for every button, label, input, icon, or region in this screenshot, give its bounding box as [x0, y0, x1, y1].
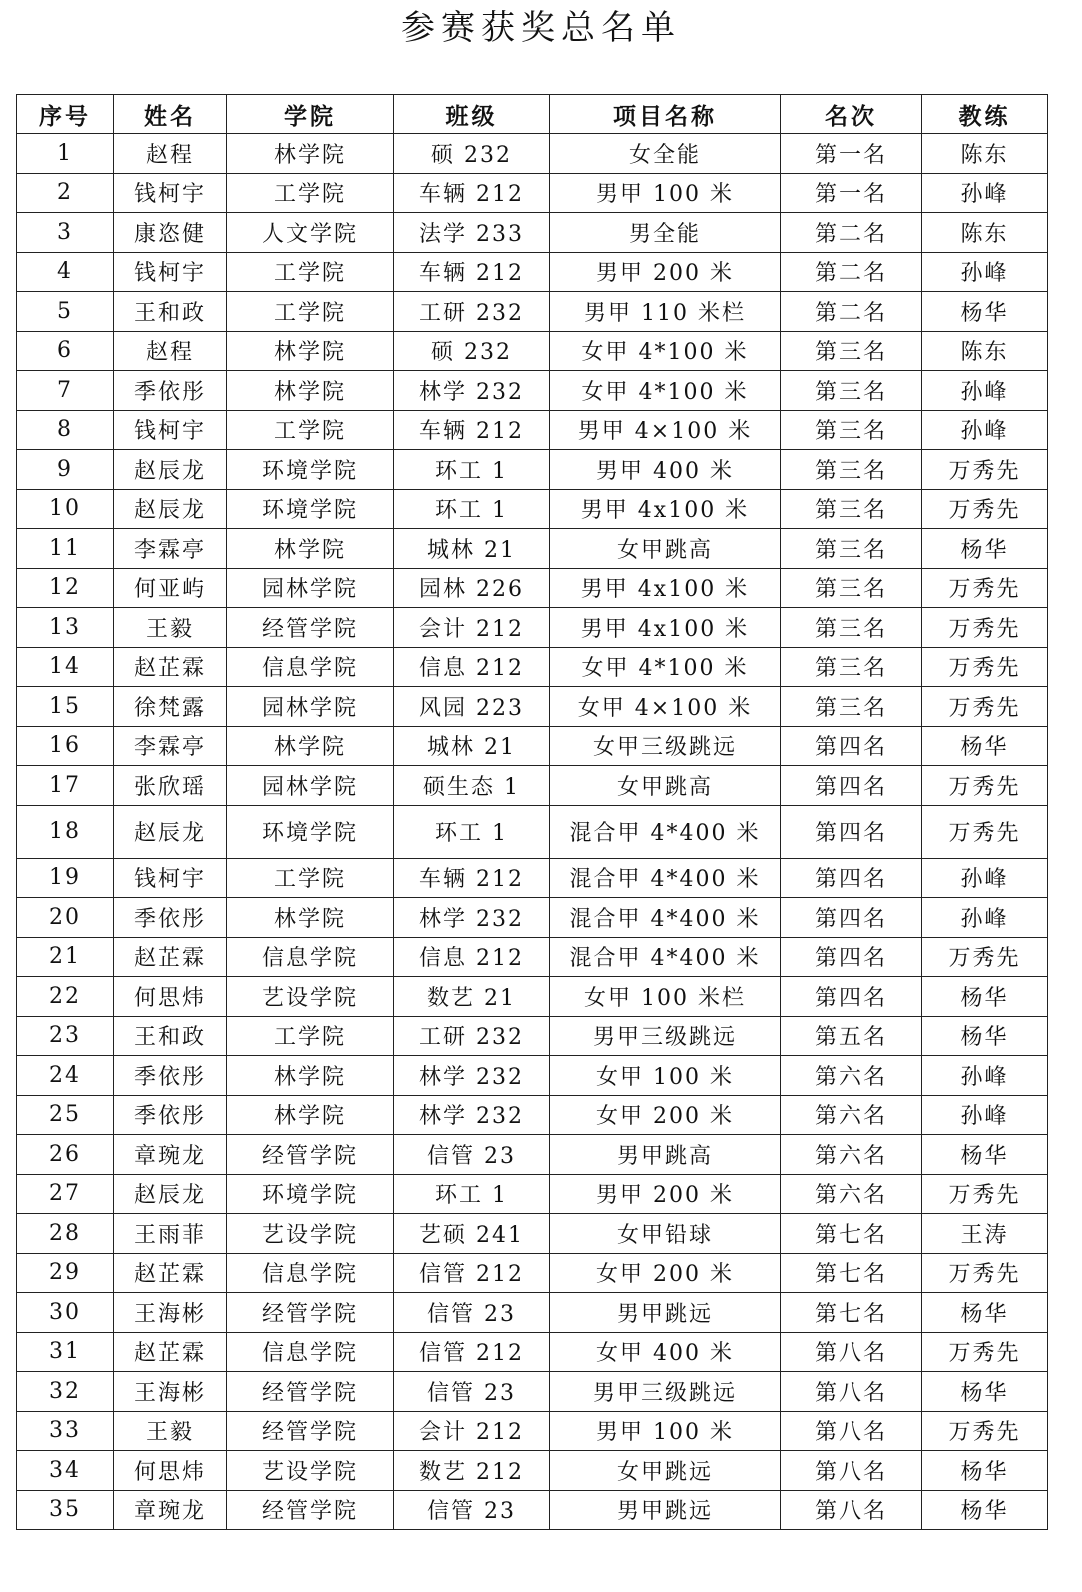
cell-name: 赵辰龙	[114, 489, 227, 529]
cell-coach: 万秀先	[922, 687, 1048, 727]
cell-name: 赵程	[114, 134, 227, 174]
table-row	[17, 134, 1048, 174]
cell-name: 王海彬	[114, 1293, 227, 1333]
cell-index: 8	[17, 410, 114, 450]
cell-event: 女甲 400 米	[550, 1332, 781, 1372]
column-header-event: 项目名称	[550, 95, 781, 134]
cell-college: 工学院	[227, 173, 394, 213]
cell-name: 赵芷霖	[114, 937, 227, 977]
cell-event: 女甲 4×100 米	[550, 687, 781, 727]
cell-index: 27	[17, 1174, 114, 1214]
cell-college: 经管学院	[227, 1490, 394, 1530]
cell-index: 12	[17, 568, 114, 608]
cell-name: 赵程	[114, 331, 227, 371]
cell-class: 会计 212	[394, 1411, 550, 1451]
cell-class: 环工 1	[394, 450, 550, 490]
cell-coach: 万秀先	[922, 766, 1048, 806]
cell-coach: 杨华	[922, 1451, 1048, 1491]
cell-college: 林学院	[227, 1095, 394, 1135]
table-row	[17, 977, 1048, 1017]
cell-class: 林学 232	[394, 1056, 550, 1096]
cell-college: 经管学院	[227, 1293, 394, 1333]
cell-college: 工学院	[227, 410, 394, 450]
cell-college: 环境学院	[227, 1174, 394, 1214]
cell-index: 6	[17, 331, 114, 371]
table-row	[17, 1214, 1048, 1254]
column-header-name: 姓名	[114, 95, 227, 134]
cell-coach: 杨华	[922, 1016, 1048, 1056]
cell-event: 男甲 4x100 米	[550, 568, 781, 608]
cell-name: 季依彤	[114, 1056, 227, 1096]
cell-coach: 杨华	[922, 1135, 1048, 1175]
cell-event: 男甲三级跳远	[550, 1372, 781, 1412]
cell-coach: 万秀先	[922, 1174, 1048, 1214]
cell-rank: 第八名	[781, 1451, 922, 1491]
cell-rank: 第一名	[781, 134, 922, 174]
cell-event: 男甲跳远	[550, 1490, 781, 1530]
cell-name: 赵辰龙	[114, 1174, 227, 1214]
cell-event: 女甲三级跳远	[550, 726, 781, 766]
cell-coach: 万秀先	[922, 1253, 1048, 1293]
cell-class: 工研 232	[394, 292, 550, 332]
cell-index: 18	[17, 805, 114, 858]
cell-coach: 万秀先	[922, 568, 1048, 608]
cell-class: 车辆 212	[394, 252, 550, 292]
cell-class: 硕 232	[394, 331, 550, 371]
cell-class: 车辆 212	[394, 410, 550, 450]
cell-coach: 杨华	[922, 1372, 1048, 1412]
table-row	[17, 805, 1048, 858]
table-row	[17, 687, 1048, 727]
cell-college: 园林学院	[227, 687, 394, 727]
cell-index: 4	[17, 252, 114, 292]
cell-event: 混合甲 4*400 米	[550, 937, 781, 977]
cell-coach: 王涛	[922, 1214, 1048, 1254]
cell-rank: 第三名	[781, 450, 922, 490]
cell-event: 女甲 4*100 米	[550, 371, 781, 411]
cell-coach: 万秀先	[922, 450, 1048, 490]
cell-name: 钱柯宇	[114, 252, 227, 292]
cell-college: 林学院	[227, 1056, 394, 1096]
cell-college: 工学院	[227, 1016, 394, 1056]
cell-name: 何思炜	[114, 977, 227, 1017]
table-row	[17, 213, 1048, 253]
cell-class: 法学 233	[394, 213, 550, 253]
cell-rank: 第三名	[781, 647, 922, 687]
table-row	[17, 410, 1048, 450]
cell-class: 信管 23	[394, 1135, 550, 1175]
cell-rank: 第七名	[781, 1214, 922, 1254]
cell-name: 章琬龙	[114, 1490, 227, 1530]
cell-class: 数艺 21	[394, 977, 550, 1017]
table-row	[17, 1490, 1048, 1530]
cell-name: 何思炜	[114, 1451, 227, 1491]
cell-college: 艺设学院	[227, 1451, 394, 1491]
cell-event: 女甲 100 米	[550, 1056, 781, 1096]
document-title: 参赛获奖总名单	[401, 8, 681, 48]
cell-coach: 杨华	[922, 529, 1048, 569]
cell-coach: 孙峰	[922, 173, 1048, 213]
cell-coach: 万秀先	[922, 647, 1048, 687]
cell-index: 23	[17, 1016, 114, 1056]
cell-college: 园林学院	[227, 568, 394, 608]
cell-rank: 第八名	[781, 1372, 922, 1412]
cell-index: 15	[17, 687, 114, 727]
cell-index: 33	[17, 1411, 114, 1451]
cell-rank: 第四名	[781, 766, 922, 806]
cell-coach: 万秀先	[922, 489, 1048, 529]
cell-college: 工学院	[227, 252, 394, 292]
cell-rank: 第七名	[781, 1253, 922, 1293]
table-header-row	[17, 95, 1048, 134]
cell-name: 徐梵露	[114, 687, 227, 727]
cell-class: 信管 212	[394, 1253, 550, 1293]
cell-college: 工学院	[227, 292, 394, 332]
cell-rank: 第三名	[781, 371, 922, 411]
column-header-rank: 名次	[781, 95, 922, 134]
cell-college: 信息学院	[227, 1253, 394, 1293]
table-row	[17, 489, 1048, 529]
cell-class: 信管 212	[394, 1332, 550, 1372]
cell-index: 16	[17, 726, 114, 766]
cell-college: 人文学院	[227, 213, 394, 253]
table-row	[17, 371, 1048, 411]
cell-class: 城林 21	[394, 529, 550, 569]
cell-name: 季依彤	[114, 371, 227, 411]
cell-coach: 陈东	[922, 331, 1048, 371]
table-row	[17, 726, 1048, 766]
cell-event: 女甲 4*100 米	[550, 331, 781, 371]
table-row	[17, 252, 1048, 292]
cell-class: 信管 23	[394, 1372, 550, 1412]
cell-coach: 万秀先	[922, 937, 1048, 977]
cell-class: 风园 223	[394, 687, 550, 727]
cell-class: 硕 232	[394, 134, 550, 174]
cell-college: 林学院	[227, 371, 394, 411]
cell-name: 钱柯宇	[114, 858, 227, 898]
cell-coach: 孙峰	[922, 1095, 1048, 1135]
cell-name: 王毅	[114, 1411, 227, 1451]
cell-class: 车辆 212	[394, 858, 550, 898]
cell-class: 信息 212	[394, 647, 550, 687]
cell-coach: 万秀先	[922, 1332, 1048, 1372]
cell-coach: 孙峰	[922, 858, 1048, 898]
cell-college: 工学院	[227, 858, 394, 898]
cell-class: 会计 212	[394, 608, 550, 648]
cell-college: 林学院	[227, 898, 394, 938]
table-row	[17, 1135, 1048, 1175]
cell-class: 环工 1	[394, 489, 550, 529]
cell-class: 林学 232	[394, 371, 550, 411]
cell-name: 赵辰龙	[114, 450, 227, 490]
cell-college: 经管学院	[227, 1135, 394, 1175]
cell-coach: 陈东	[922, 134, 1048, 174]
cell-index: 13	[17, 608, 114, 648]
cell-coach: 杨华	[922, 292, 1048, 332]
cell-event: 女甲铅球	[550, 1214, 781, 1254]
table-row	[17, 766, 1048, 806]
table-row	[17, 529, 1048, 569]
cell-name: 王海彬	[114, 1372, 227, 1412]
cell-coach: 孙峰	[922, 252, 1048, 292]
table-row	[17, 608, 1048, 648]
column-header-class: 班级	[394, 95, 550, 134]
table-row	[17, 1451, 1048, 1491]
cell-event: 男甲 4x100 米	[550, 608, 781, 648]
table-row	[17, 1293, 1048, 1333]
table-row	[17, 1174, 1048, 1214]
table-row	[17, 858, 1048, 898]
cell-college: 环境学院	[227, 805, 394, 858]
cell-event: 混合甲 4*400 米	[550, 805, 781, 858]
cell-rank: 第三名	[781, 489, 922, 529]
cell-coach: 万秀先	[922, 608, 1048, 648]
table-row	[17, 1411, 1048, 1451]
cell-event: 男甲 100 米	[550, 173, 781, 213]
cell-event: 男甲 200 米	[550, 252, 781, 292]
cell-college: 艺设学院	[227, 1214, 394, 1254]
cell-rank: 第八名	[781, 1411, 922, 1451]
cell-event: 男甲 4×100 米	[550, 410, 781, 450]
cell-name: 赵辰龙	[114, 805, 227, 858]
cell-class: 城林 21	[394, 726, 550, 766]
cell-coach: 杨华	[922, 1490, 1048, 1530]
cell-event: 男甲 400 米	[550, 450, 781, 490]
table-body	[17, 134, 1048, 1530]
cell-name: 王雨菲	[114, 1214, 227, 1254]
cell-index: 22	[17, 977, 114, 1017]
cell-rank: 第四名	[781, 805, 922, 858]
table-row	[17, 647, 1048, 687]
cell-name: 何亚屿	[114, 568, 227, 608]
cell-rank: 第三名	[781, 687, 922, 727]
column-header-college: 学院	[227, 95, 394, 134]
cell-name: 章琬龙	[114, 1135, 227, 1175]
cell-event: 男甲 200 米	[550, 1174, 781, 1214]
cell-index: 9	[17, 450, 114, 490]
cell-college: 信息学院	[227, 647, 394, 687]
cell-coach: 孙峰	[922, 1056, 1048, 1096]
cell-class: 信息 212	[394, 937, 550, 977]
cell-name: 赵芷霖	[114, 647, 227, 687]
cell-class: 林学 232	[394, 1095, 550, 1135]
cell-college: 林学院	[227, 529, 394, 569]
cell-event: 混合甲 4*400 米	[550, 858, 781, 898]
cell-event: 男甲跳高	[550, 1135, 781, 1175]
cell-index: 5	[17, 292, 114, 332]
cell-event: 男甲 100 米	[550, 1411, 781, 1451]
cell-index: 17	[17, 766, 114, 806]
cell-rank: 第六名	[781, 1056, 922, 1096]
cell-college: 林学院	[227, 134, 394, 174]
cell-class: 信管 23	[394, 1490, 550, 1530]
cell-index: 20	[17, 898, 114, 938]
table-row	[17, 1016, 1048, 1056]
cell-event: 女甲 200 米	[550, 1095, 781, 1135]
cell-rank: 第二名	[781, 213, 922, 253]
cell-event: 女甲跳高	[550, 529, 781, 569]
cell-index: 7	[17, 371, 114, 411]
cell-index: 21	[17, 937, 114, 977]
cell-name: 赵芷霖	[114, 1332, 227, 1372]
table-row	[17, 292, 1048, 332]
cell-name: 王毅	[114, 608, 227, 648]
cell-name: 李霖亭	[114, 726, 227, 766]
cell-rank: 第四名	[781, 977, 922, 1017]
cell-rank: 第四名	[781, 858, 922, 898]
cell-coach: 万秀先	[922, 1411, 1048, 1451]
cell-index: 1	[17, 134, 114, 174]
cell-rank: 第二名	[781, 252, 922, 292]
cell-name: 季依彤	[114, 898, 227, 938]
cell-index: 25	[17, 1095, 114, 1135]
cell-rank: 第三名	[781, 529, 922, 569]
cell-index: 19	[17, 858, 114, 898]
table-row	[17, 1095, 1048, 1135]
cell-event: 男甲跳远	[550, 1293, 781, 1333]
cell-class: 数艺 212	[394, 1451, 550, 1491]
cell-college: 艺设学院	[227, 977, 394, 1017]
cell-index: 32	[17, 1372, 114, 1412]
cell-college: 林学院	[227, 726, 394, 766]
cell-event: 男甲 110 米栏	[550, 292, 781, 332]
cell-index: 26	[17, 1135, 114, 1175]
cell-coach: 孙峰	[922, 898, 1048, 938]
table-row	[17, 450, 1048, 490]
column-header-coach: 教练	[922, 95, 1048, 134]
cell-name: 王和政	[114, 1016, 227, 1056]
cell-rank: 第四名	[781, 937, 922, 977]
cell-rank: 第七名	[781, 1293, 922, 1333]
cell-class: 硕生态 1	[394, 766, 550, 806]
cell-index: 2	[17, 173, 114, 213]
cell-class: 环工 1	[394, 805, 550, 858]
cell-coach: 杨华	[922, 1293, 1048, 1333]
cell-class: 艺硕 241	[394, 1214, 550, 1254]
cell-rank: 第二名	[781, 292, 922, 332]
cell-rank: 第五名	[781, 1016, 922, 1056]
cell-coach: 孙峰	[922, 410, 1048, 450]
cell-coach: 杨华	[922, 977, 1048, 1017]
table-row	[17, 568, 1048, 608]
table-row	[17, 1253, 1048, 1293]
cell-college: 经管学院	[227, 1372, 394, 1412]
cell-coach: 陈东	[922, 213, 1048, 253]
cell-college: 信息学院	[227, 937, 394, 977]
cell-rank: 第三名	[781, 410, 922, 450]
table-row	[17, 331, 1048, 371]
table-row	[17, 937, 1048, 977]
cell-event: 女甲跳远	[550, 1451, 781, 1491]
cell-rank: 第四名	[781, 726, 922, 766]
table-row	[17, 1332, 1048, 1372]
cell-rank: 第三名	[781, 608, 922, 648]
cell-event: 男甲 4x100 米	[550, 489, 781, 529]
cell-college: 环境学院	[227, 450, 394, 490]
table-row	[17, 898, 1048, 938]
cell-name: 张欣瑶	[114, 766, 227, 806]
table-row	[17, 1372, 1048, 1412]
cell-event: 男全能	[550, 213, 781, 253]
cell-college: 经管学院	[227, 608, 394, 648]
cell-rank: 第一名	[781, 173, 922, 213]
cell-college: 信息学院	[227, 1332, 394, 1372]
cell-rank: 第四名	[781, 898, 922, 938]
column-header-index: 序号	[17, 95, 114, 134]
cell-rank: 第六名	[781, 1095, 922, 1135]
cell-index: 30	[17, 1293, 114, 1333]
cell-college: 林学院	[227, 331, 394, 371]
cell-index: 34	[17, 1451, 114, 1491]
cell-rank: 第八名	[781, 1490, 922, 1530]
cell-index: 11	[17, 529, 114, 569]
cell-name: 钱柯宇	[114, 173, 227, 213]
cell-event: 男甲三级跳远	[550, 1016, 781, 1056]
cell-class: 环工 1	[394, 1174, 550, 1214]
table-row	[17, 173, 1048, 213]
cell-event: 女甲 4*100 米	[550, 647, 781, 687]
cell-name: 李霖亭	[114, 529, 227, 569]
cell-rank: 第六名	[781, 1174, 922, 1214]
cell-event: 女全能	[550, 134, 781, 174]
cell-rank: 第六名	[781, 1135, 922, 1175]
cell-college: 经管学院	[227, 1411, 394, 1451]
cell-class: 车辆 212	[394, 173, 550, 213]
cell-event: 女甲跳高	[550, 766, 781, 806]
cell-class: 园林 226	[394, 568, 550, 608]
cell-index: 14	[17, 647, 114, 687]
cell-class: 工研 232	[394, 1016, 550, 1056]
cell-college: 园林学院	[227, 766, 394, 806]
cell-class: 信管 23	[394, 1293, 550, 1333]
cell-coach: 孙峰	[922, 371, 1048, 411]
cell-event: 女甲 100 米栏	[550, 977, 781, 1017]
cell-index: 29	[17, 1253, 114, 1293]
cell-rank: 第三名	[781, 568, 922, 608]
cell-rank: 第三名	[781, 331, 922, 371]
cell-index: 24	[17, 1056, 114, 1096]
cell-coach: 杨华	[922, 726, 1048, 766]
cell-name: 康恣健	[114, 213, 227, 253]
cell-name: 季依彤	[114, 1095, 227, 1135]
cell-index: 10	[17, 489, 114, 529]
cell-name: 赵芷霖	[114, 1253, 227, 1293]
cell-class: 林学 232	[394, 898, 550, 938]
cell-coach: 万秀先	[922, 805, 1048, 858]
cell-event: 女甲 200 米	[550, 1253, 781, 1293]
cell-event: 混合甲 4*400 米	[550, 898, 781, 938]
table-row	[17, 1056, 1048, 1096]
cell-index: 35	[17, 1490, 114, 1530]
cell-rank: 第八名	[781, 1332, 922, 1372]
cell-index: 31	[17, 1332, 114, 1372]
award-table	[16, 94, 1048, 1530]
cell-index: 3	[17, 213, 114, 253]
cell-name: 钱柯宇	[114, 410, 227, 450]
cell-index: 28	[17, 1214, 114, 1254]
cell-name: 王和政	[114, 292, 227, 332]
cell-college: 环境学院	[227, 489, 394, 529]
